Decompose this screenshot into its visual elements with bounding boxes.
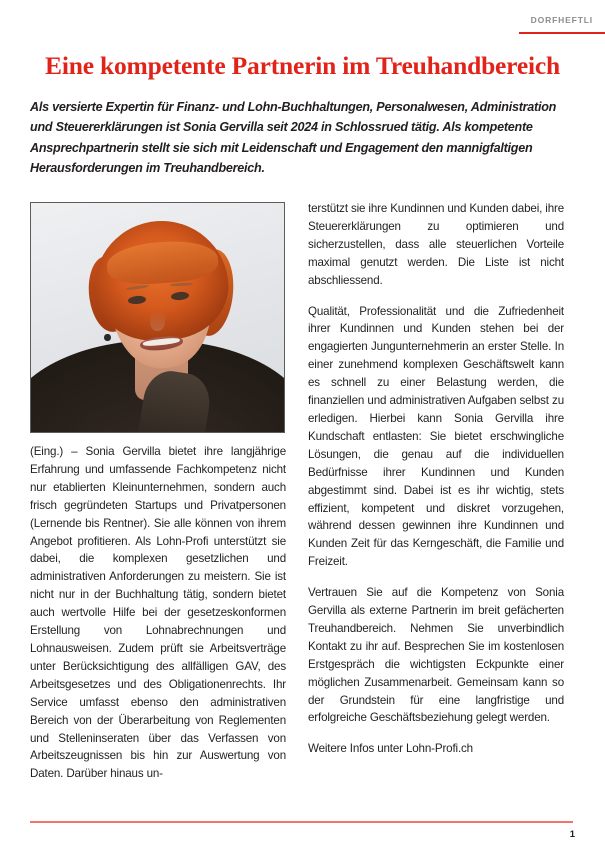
page-footer	[0, 804, 605, 854]
body-paragraph: (Eing.) – Sonia Gervilla bietet ihre langjährige Erfahrung und umfassende Fachkompetenz nicht nur etablierten Kleinunternehmen, sondern auch frisch gegründeten Startups und Privatpersonen (Lernende bis Rentner). Sie alle können von ihrem Angebot profitieren. Als Lohn-Profi unterstützt sie dabei, die komplexen gesetzlichen und administrativen Anforderungen zu meistern. Sie ist nicht nur in der Buchhaltung tätig, sondern bietet auch wertvolle Hilfe bei der gesetzeskonformen Erstellung von Lohnabrechnungen und Lohnausweisen. Zudem prüft sie Arbeitsverträge unter Berücksichtigung des allfälligen GAV, des Arbeitsgesetzes und des Obligationenrechts. Ihr Service umfasst ebenso den administrativen Bereich von der Überarbeitung von Reglementen und Stelleninseraten über das Verfassen von Arbeitszeugnissen bis hin zur Auswertung von Daten. Darüber hinaus un-	[30, 445, 286, 781]
column-right	[308, 200, 564, 758]
portrait-earring	[104, 334, 111, 342]
portrait-teeth	[143, 337, 180, 347]
article-title: Eine kompetente Partnerin im Treuhandbereich	[45, 51, 560, 80]
article-lead-paragraph: Als versierte Expertin für Finanz- und Lohn-Buchhaltungen, Personalwesen, Administration und Steuererklärungen ist Sonia Gervilla seit 2024 in Schlossrued tätig. Als kompetente Ansprechpartnerin stellt sie sich mit Leidenschaft und Engagement den mannigfaltigen Herausforderungen im Treuhandbereich.	[30, 100, 557, 176]
column-left	[30, 200, 286, 783]
publication-brand: DORFHEFTLI	[530, 15, 593, 25]
portrait-nose	[150, 311, 165, 332]
portrait-illustration	[31, 203, 284, 432]
footer-accent-rule	[30, 821, 573, 823]
portrait-photo	[30, 202, 285, 433]
body-paragraph: terstützt sie ihre Kundinnen und Kunden dabei, ihre Steuererklärungen zu optimieren und sicherzustellen, dass alle steuerlichen Vorteile maximal genutzt werden. Die Liste ist nicht abschliessend.	[308, 202, 564, 287]
page-number: 1	[569, 829, 575, 840]
page-header	[0, 0, 605, 40]
body-paragraph-contact: Weitere Infos unter Lohn-Profi.ch	[308, 742, 473, 756]
header-accent-rule	[519, 32, 605, 34]
body-paragraph: Vertrauen Sie auf die Kompetenz von Sonia Gervilla als externe Partnerin im breit gefächerten Treuhandbereich. Nehmen Sie unverbindlich Kontakt zu ihr auf. Besprechen Sie im kostenlosen Erstgespräch die wichtigsten Eckpunkte einer möglichen Zusammenarbeit. Gemeinsam kann so der Grundstein für eine langfristige und erfolgreiche Geschäftsbeziehung gelegt werden.	[308, 586, 564, 725]
body-paragraph: Qualität, Professionalität und die Zufriedenheit ihrer Kundinnen und Kunden stehen bei der engagierten Jungunternehmerin an erster Stelle. In einer zunehmend komplexen Geschäftswelt kann es schnell zu einer Belastung werden, die finanziellen und administrativen Aufgaben selbst zu erledigen. Hierbei kann Sonia Gervilla ihre Kundschaft entlasten: Sie bietet erschwingliche Lösungen, die genau auf die individuellen Bedürfnisse ihrer Kundinnen und Kunden abgestimmt sind. Dabei ist es ihr wichtig, stets effizient, kompetent und diskret vorzugehen, während dessen gewinnen ihre Kundinnen und Kunden Zeit für das Kerngeschäft, die Familie und Freizeit.	[308, 304, 564, 569]
article-body	[30, 200, 572, 800]
